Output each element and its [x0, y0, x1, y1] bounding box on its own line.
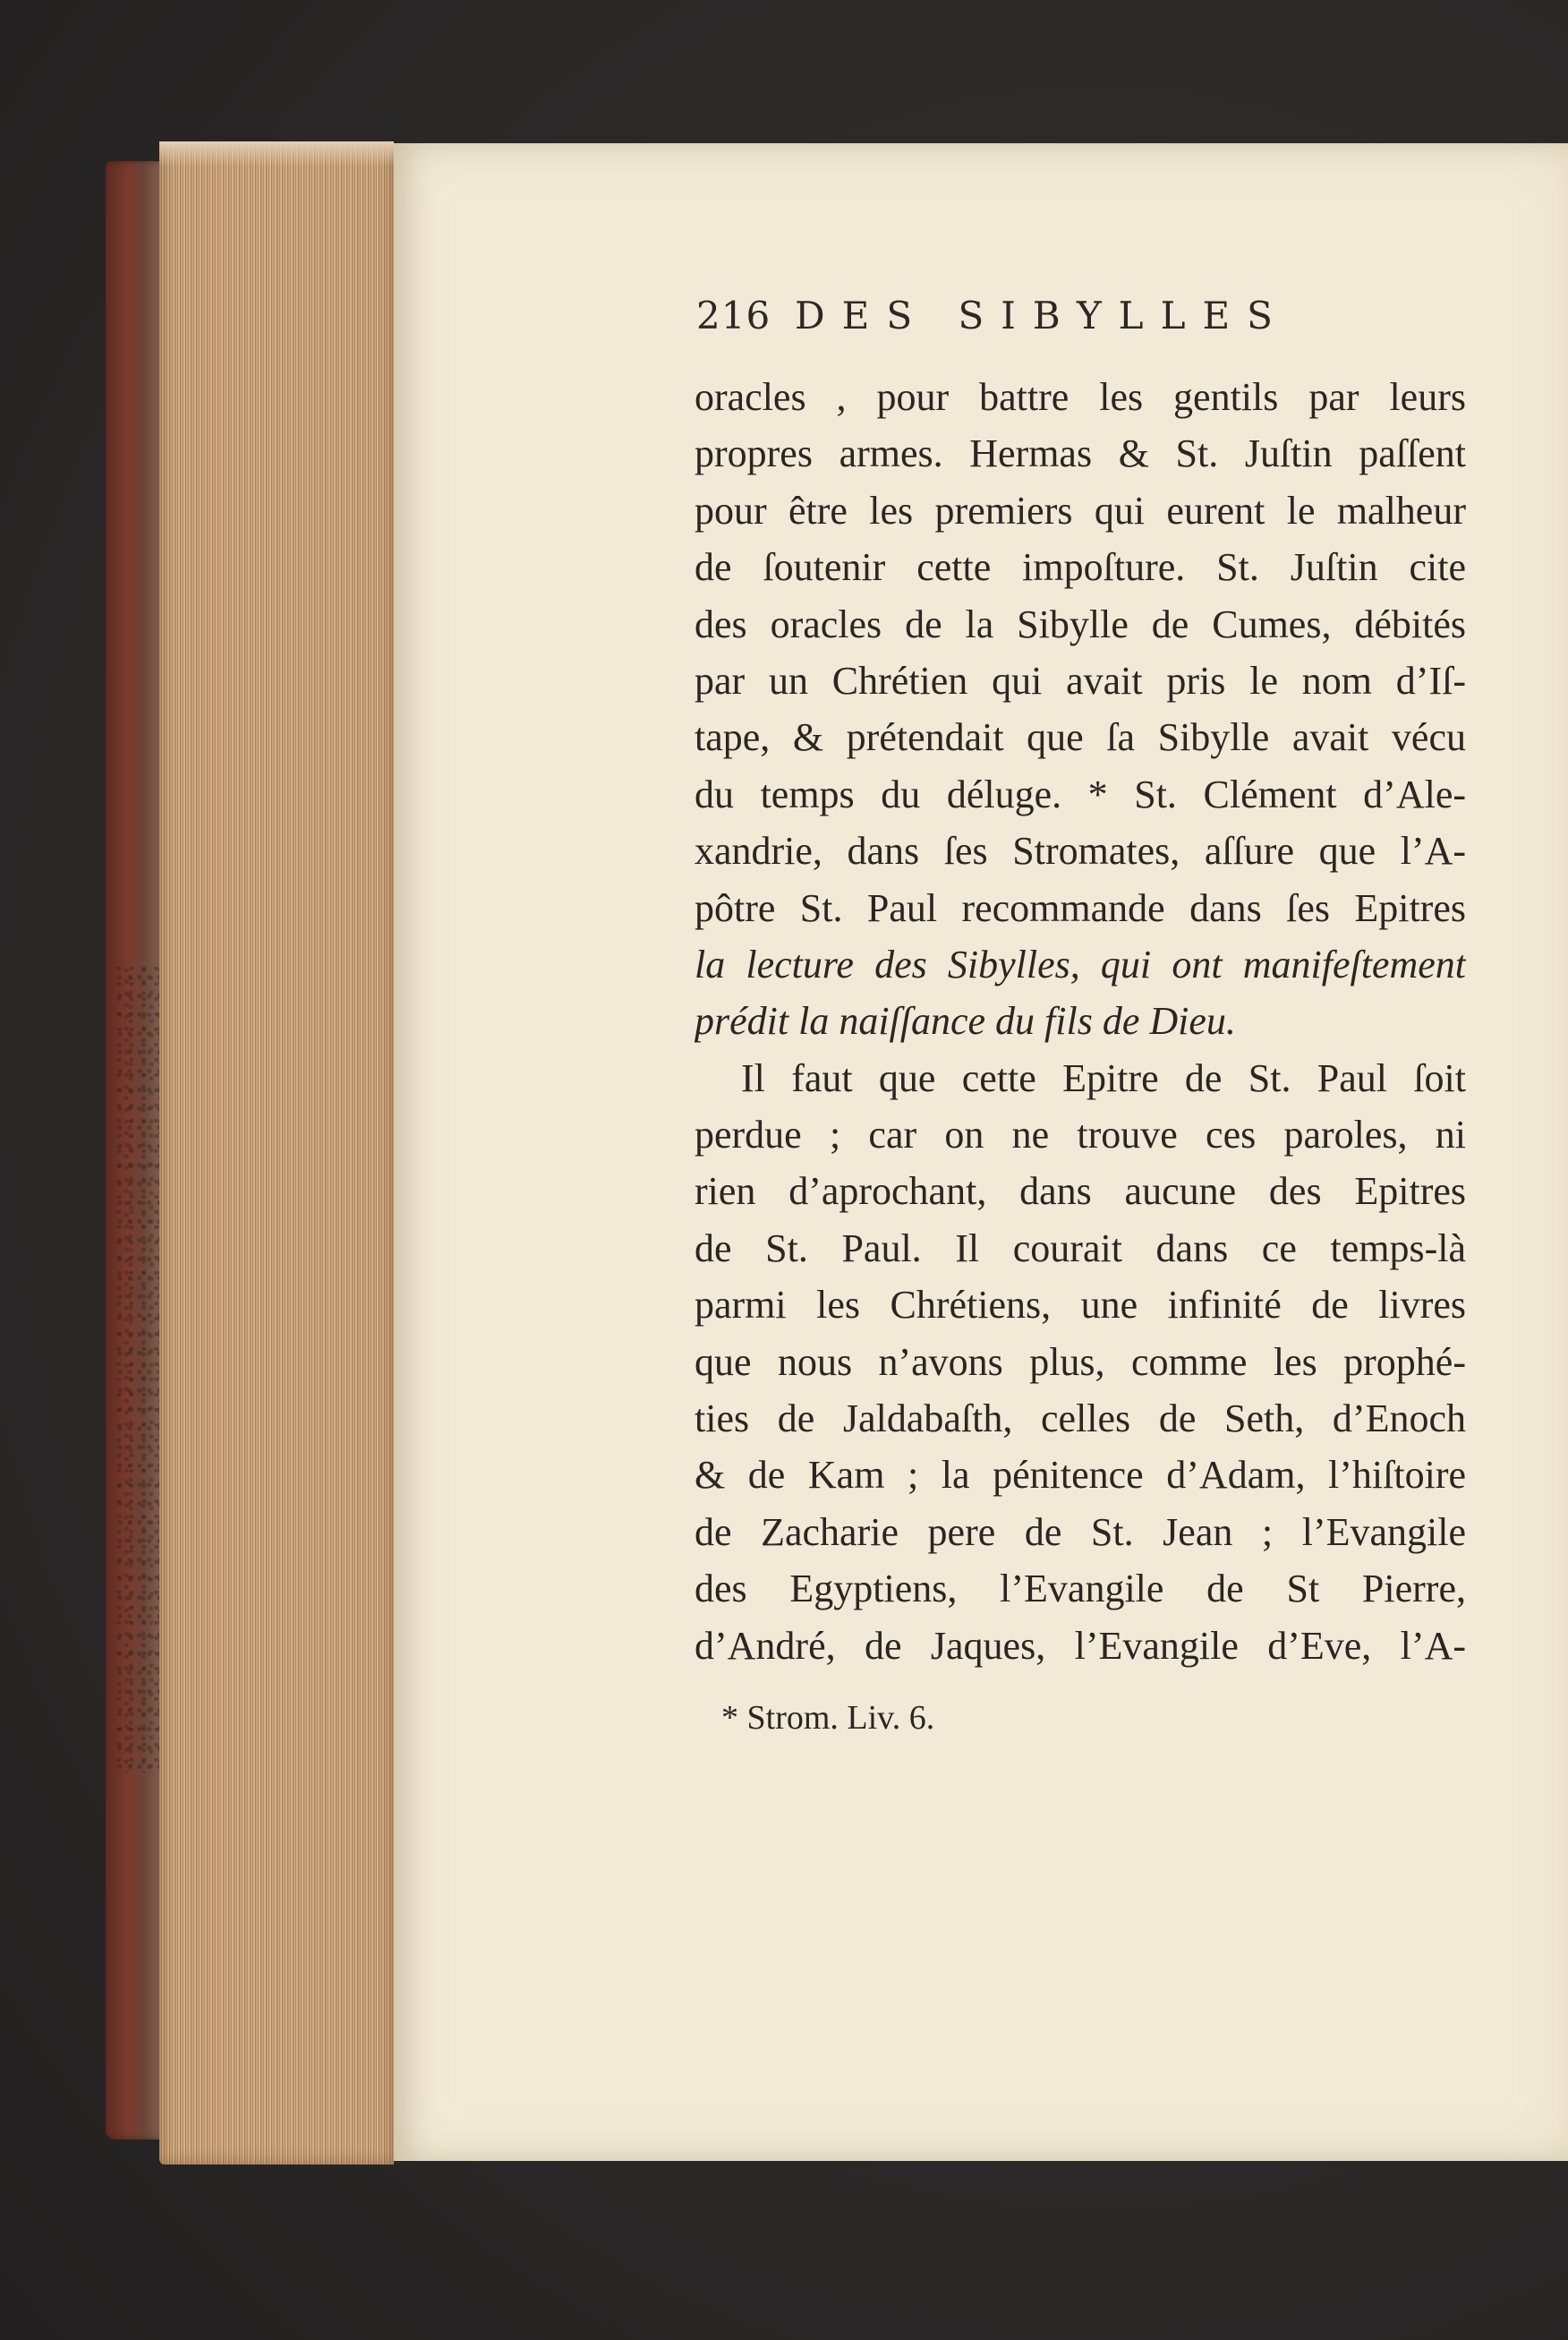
text-line: xandrie, dans ſes Stromates, aſſure que l’A- [695, 829, 1466, 874]
text-line: pôtre St. Paul recommande dans ſes Epitres [695, 885, 1466, 930]
running-head: DES SIBYLLES [795, 294, 1290, 337]
page-number: 216 [696, 294, 771, 337]
text-line: des oracles de la Sibylle de Cumes, débités [695, 602, 1466, 646]
text-line: & de Kam ; la pénitence d’Adam, l’hiſtoire [695, 1453, 1466, 1498]
text-line: de ſoutenir cette impoſture. St. Juſtin cite [695, 545, 1466, 590]
text-line: par un Chrétien qui avait pris le nom d’Iſ- [695, 658, 1466, 703]
text-line: que nous n’avons plus, comme les prophé- [695, 1339, 1466, 1384]
italic-quote-line: la lecture des Sibylles, qui ont manifeſtement [695, 942, 1466, 986]
text-line: tape, & prétendait que ſa Sibylle avait vécu [695, 715, 1466, 760]
italic-quote-line: prédit la naiſſance du fils de Dieu. [695, 999, 1236, 1044]
page-block-edge [159, 141, 394, 2165]
text-line: des Egyptiens, l’Evangile de St Pierre, [695, 1567, 1466, 1611]
text-line: rien d’aprochant, dans aucune des Epitres [695, 1169, 1466, 1214]
text-line: parmi les Chrétiens, une infinité de livres [695, 1283, 1466, 1328]
text-line: du temps du déluge. * St. Clément d’Ale- [695, 772, 1466, 816]
footnote: * Strom. Liv. 6. [721, 1699, 935, 1737]
text-line: pour être les premiers qui eurent le malheur [695, 488, 1466, 533]
text-line: perdue ; car on ne trouve ces paroles, ni [695, 1113, 1466, 1157]
text-line: propres armes. Hermas & St. Juſtin paſſent [695, 431, 1466, 476]
text-line: de St. Paul. Il courait dans ce temps-là [695, 1226, 1466, 1270]
text-line: oracles , pour battre les gentils par leurs [695, 375, 1466, 419]
text-line: Il faut que cette Epitre de St. Paul ſoit [741, 1055, 1466, 1100]
cover-speckle [116, 967, 161, 1772]
page-block-highlight [159, 141, 394, 167]
text-line: de Zacharie pere de St. Jean ; l’Evangile [695, 1509, 1466, 1554]
text-line: ties de Jaldabaſth, celles de Seth, d’Enoch [695, 1396, 1466, 1441]
page-header [696, 294, 1568, 365]
body-text [695, 369, 1466, 1674]
text-line: d’André, de Jaques, l’Evangile d’Eve, l’A- [695, 1623, 1466, 1668]
